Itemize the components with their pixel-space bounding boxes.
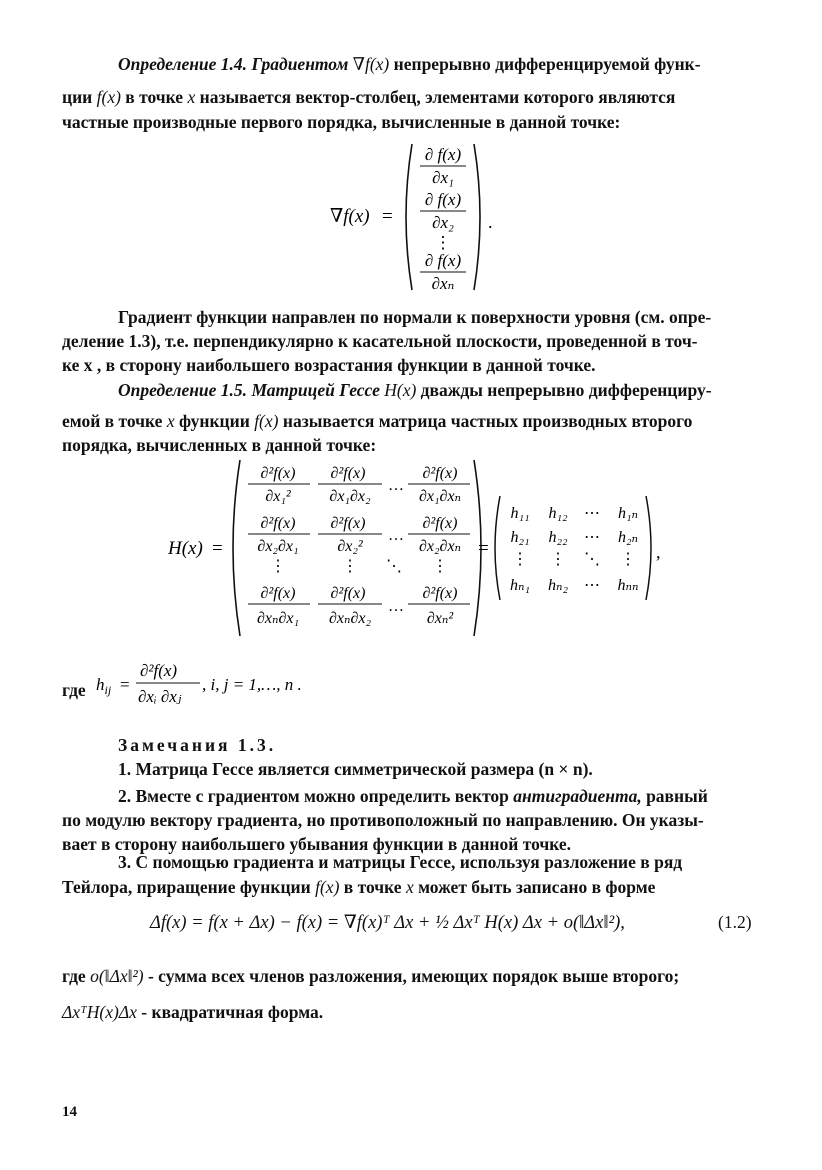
svg-text:∇f(x): ∇f(x) <box>330 206 370 227</box>
text: - сумма всех членов разложения, имеющих порядок выше второго; <box>147 966 680 986</box>
definition-1-5-label: Определение 1.5. <box>118 380 248 400</box>
svg-text:∂ f(x): ∂ f(x) <box>424 190 462 209</box>
svg-text:hij: $h_{ij}$ <box>96 675 112 697</box>
text: Тейлора, приращение функции <box>62 877 311 897</box>
hessian-symbol: H(x) <box>384 380 417 400</box>
svg-text:⋱: ⋱ <box>584 551 600 568</box>
svg-text:h₁₂: h₁₂ <box>548 505 568 522</box>
svg-text:h₂₂: h₂₂ <box>548 529 568 546</box>
definition-1-4-text: непрерывно дифференцируемой функ- <box>393 54 701 74</box>
text: называется матрица частных производных второго <box>282 411 693 431</box>
text: функции <box>178 411 250 431</box>
svg-text:∂xₙ²: ∂xₙ² <box>426 610 454 627</box>
remark-3-line1: 3. С помощью градиента и матрицы Гессе, используя разложение в ряд <box>118 852 683 872</box>
text: в точке <box>125 87 184 107</box>
where-o-line <box>62 964 756 988</box>
function-symbol: f(x) <box>315 877 340 897</box>
svg-text:∂x₂∂xₙ: ∂x₂∂xₙ <box>418 538 462 555</box>
svg-text:∂ f(x): ∂ f(x) <box>424 251 462 270</box>
x-symbol: x <box>166 411 175 431</box>
svg-text:=: = <box>478 538 489 559</box>
svg-text:…: … <box>388 527 404 544</box>
svg-text:⋯: ⋯ <box>584 529 600 546</box>
gradient-paragraph-line1: Градиент функции направлен по нормали к поверхности уровня (см. опре- <box>118 307 712 327</box>
remark-1: 1. Матрица Гессе является симметрической размера (n × n). <box>118 759 593 779</box>
o-small-symbol: o(‖Δx‖²) <box>90 966 144 986</box>
svg-text:…: … <box>388 477 404 494</box>
svg-text:∂xᵢ ∂xⱼ: ∂xᵢ ∂xⱼ <box>138 687 182 706</box>
svg-text:=: = <box>212 538 223 559</box>
svg-text:∂x₁∂x₂: ∂x₁∂x₂ <box>329 488 371 505</box>
remark-2-line2: по модулю вектору градиента, но противоположный по направлению. Он указы- <box>62 810 704 830</box>
svg-text:∂²f(x): ∂²f(x) <box>330 585 366 602</box>
remark-2-number: 2. <box>118 786 132 806</box>
svg-text:⋮: ⋮ <box>270 558 286 575</box>
svg-text:⋱: ⋱ <box>386 558 402 575</box>
gradient-symbol: ∇f(x) <box>352 54 390 74</box>
svg-text:∂ f(x): ∂ f(x) <box>424 145 462 164</box>
svg-text:∂xₙ∂x₁: ∂xₙ∂x₁ <box>256 610 300 627</box>
svg-text:∂²f(x): ∂²f(x) <box>140 661 178 680</box>
svg-text:.: . <box>488 212 493 232</box>
svg-text:…: … <box>388 598 404 615</box>
svg-text:∂x₂: ∂x₂ <box>432 213 454 232</box>
svg-text:∂²f(x): ∂²f(x) <box>330 465 366 482</box>
svg-text:⋮: ⋮ <box>434 233 452 252</box>
definition-1-5-line3: порядка, вычисленных в данной точке: <box>62 435 377 455</box>
svg-text:h₁₁: h₁₁ <box>510 505 530 522</box>
svg-text:∂x₂∂x₁: ∂x₂∂x₁ <box>257 538 299 555</box>
svg-text:⋮: ⋮ <box>512 551 528 568</box>
definition-1-4-term: Градиентом <box>251 54 349 74</box>
definition-1-4-line3: частные производные первого порядка, вычисленные в данной точке: <box>62 112 621 132</box>
text: Вместе с градиентом можно определить вектор <box>135 786 509 806</box>
page-number: 14 <box>62 1104 77 1120</box>
function-symbol: f(x) <box>254 411 279 431</box>
text: ции <box>62 87 93 107</box>
svg-text:∂x₁∂xₙ: ∂x₁∂xₙ <box>418 488 462 505</box>
antigradient-term: антиградиента, <box>513 786 642 806</box>
svg-text:∂²f(x): ∂²f(x) <box>260 585 296 602</box>
svg-text:∂²f(x): ∂²f(x) <box>330 515 366 532</box>
hij-index-range: , i, j = 1,…, n . <box>202 675 302 694</box>
svg-text:∂²f(x): ∂²f(x) <box>422 515 458 532</box>
svg-text:⋮: ⋮ <box>550 551 566 568</box>
svg-text:h₂ₙ: h₂ₙ <box>617 529 639 546</box>
svg-text:∂x₂²: ∂x₂² <box>337 538 363 555</box>
formula-number: (1.2) <box>718 912 752 932</box>
text: может быть записано в форме <box>418 877 656 897</box>
svg-text:∂²f(x): ∂²f(x) <box>422 465 458 482</box>
remark-2-line3: вает в сторону наибольшего убывания функции в данной точке. <box>62 834 572 854</box>
definition-1-4-line1 <box>62 52 756 76</box>
svg-text:H(x): H(x) <box>168 538 203 559</box>
x-symbol: x <box>405 877 414 897</box>
svg-text:,: , <box>656 542 661 562</box>
text: называется вектор-столбец, элементами которого являются <box>199 87 676 107</box>
definition-1-4-label: Определение 1.4. <box>118 54 248 74</box>
svg-text:hₙ₂: hₙ₂ <box>547 577 569 594</box>
definition-1-4-line2 <box>62 85 756 109</box>
svg-text:=: = <box>382 206 393 227</box>
text: равный <box>646 786 708 806</box>
svg-text:⋮: ⋮ <box>620 551 636 568</box>
gradient-paragraph-line3: ке x , в сторону наибольшего возрастания функции в данной точке. <box>62 355 596 375</box>
svg-text:hₙₙ: hₙₙ <box>617 577 639 594</box>
definition-1-5-line2 <box>62 409 756 433</box>
svg-text:∂x₁²: ∂x₁² <box>265 488 291 505</box>
remarks-title: Замечания 1.3. <box>118 735 277 755</box>
text: емой в точке <box>62 411 163 431</box>
svg-text:∂x₁: ∂x₁ <box>432 168 454 187</box>
quadratic-form-symbol: ΔxᵀH(x)Δx <box>62 1002 137 1022</box>
where-word: где <box>62 966 86 986</box>
hij-formula <box>96 656 356 712</box>
gradient-vector-formula <box>330 136 500 298</box>
svg-text:⋮: ⋮ <box>342 558 358 575</box>
svg-text:h₁ₙ: h₁ₙ <box>617 505 639 522</box>
svg-text:∂xₙ∂x₂: ∂xₙ∂x₂ <box>328 610 372 627</box>
hessian-matrix-formula <box>168 456 668 640</box>
definition-1-5-term: Матрицей Гессе <box>251 380 380 400</box>
svg-text:⋮: ⋮ <box>432 558 448 575</box>
svg-text:∂xₙ: ∂xₙ <box>431 274 455 293</box>
remark-2-line1 <box>62 784 756 808</box>
taylor-formula: Δf(x) = f(x + Δx) − f(x) = ∇f(x)ᵀ Δx + ½ Δxᵀ H(x) Δx + o(‖Δx‖²), <box>150 913 625 933</box>
definition-1-5-text: дважды непрерывно дифференциру- <box>420 380 712 400</box>
remark-3-line2 <box>62 875 756 899</box>
x-symbol: x <box>187 87 196 107</box>
svg-text:∂²f(x): ∂²f(x) <box>260 465 296 482</box>
svg-text:=: = <box>120 675 130 694</box>
svg-text:hₙ₁: hₙ₁ <box>509 577 531 594</box>
quadratic-form-line <box>62 1000 756 1024</box>
where-word: где <box>62 680 86 700</box>
svg-text:h₂₁: h₂₁ <box>510 529 530 546</box>
svg-text:∂²f(x): ∂²f(x) <box>422 585 458 602</box>
svg-text:⋯: ⋯ <box>584 505 600 522</box>
text: - квадратичная форма. <box>141 1002 324 1022</box>
function-symbol: f(x) <box>96 87 121 107</box>
text: в точке <box>343 877 402 897</box>
gradient-paragraph-line2: деление 1.3), т.е. перпендикулярно к касательной плоскости, проведенной в точ- <box>62 331 698 351</box>
svg-text:∂²f(x): ∂²f(x) <box>260 515 296 532</box>
svg-text:⋯: ⋯ <box>584 577 600 594</box>
definition-1-5-line1 <box>62 378 756 402</box>
